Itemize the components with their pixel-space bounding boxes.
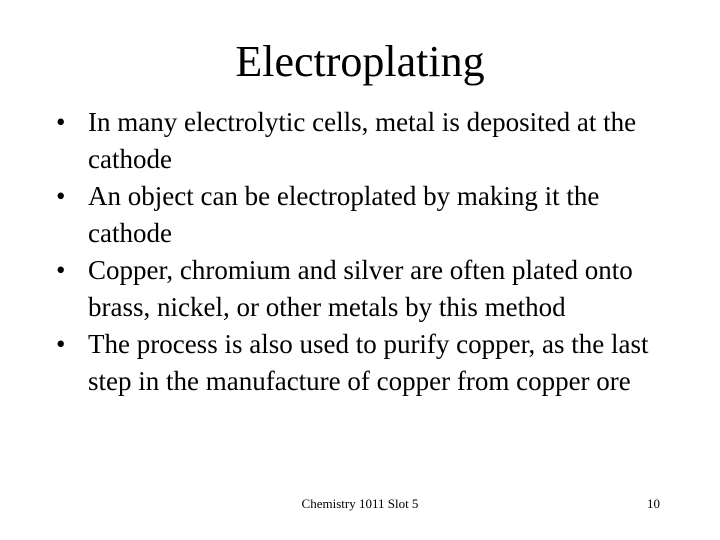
bullet-dot-icon: • — [56, 255, 66, 285]
bullet-dot-icon: • — [56, 181, 66, 211]
bullet-dot-icon: • — [56, 329, 66, 359]
bullet-item — [56, 178, 672, 252]
bullet-item — [56, 252, 672, 326]
slide-number: 10 — [647, 496, 660, 511]
bullet-text: Copper, chromium and silver are often plated onto brass, nickel, or other metals by this method — [88, 255, 633, 322]
bullet-text: In many electrolytic cells, metal is deposited at the cathode — [88, 107, 637, 174]
slide-title: Electroplating — [235, 37, 485, 86]
bullet-dot-icon: • — [56, 107, 66, 137]
footer-text: Chemistry 1011 Slot 5 — [301, 496, 419, 511]
bullet-item — [56, 326, 672, 400]
bullet-item — [56, 104, 672, 178]
bullet-list — [56, 104, 672, 400]
bullet-text: The process is also used to purify copper, as the last step in the manufacture of copper from copper ore — [88, 329, 649, 396]
bullet-text: An object can be electroplated by making it the cathode — [88, 181, 600, 248]
